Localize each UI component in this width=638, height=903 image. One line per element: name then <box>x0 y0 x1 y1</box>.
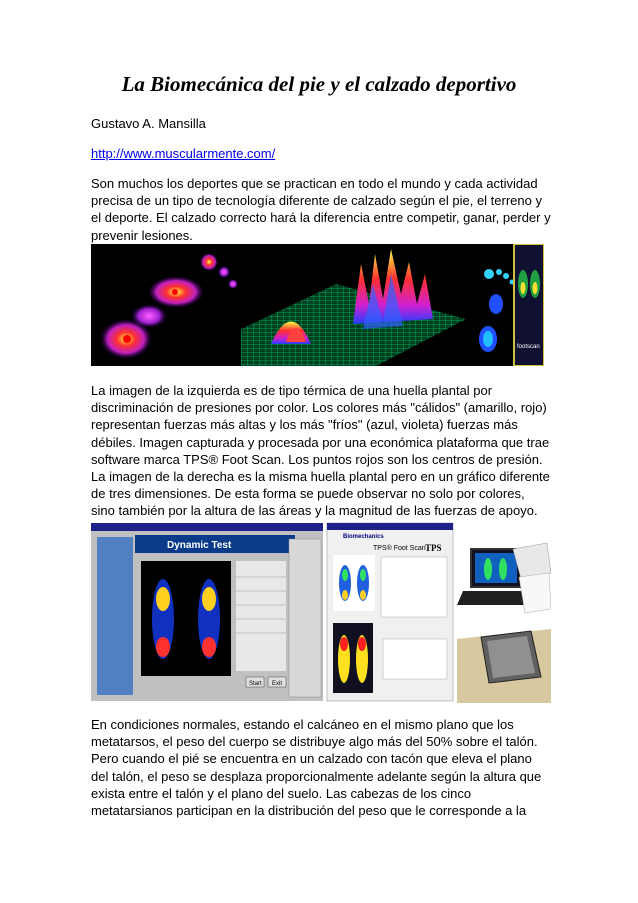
thermal-image-paragraph: La imagen de la izquierda es de tipo térmica de una huella plantal por discriminación de presiones por color. Los colores más "cálidos" (amarillo, rojo) representan fuerzas más altas y los más "fríos" (azul, violeta) fuerzas más débiles. Imagen capturada y procesada por una económica plataforma que trae software marca TPS® Foot Scan. Los puntos rojos son los centros de presión. La imagen de la derecha es la misma huella plantal pero en un gráfico diferente de tres dimensiones. De esta forma se puede observar no solo por colores, sino también por la altura de las áreas y la magnitud de las fuerzas de apoyo. <box>91 383 550 519</box>
dynamic-test-window <box>91 523 323 701</box>
tps-footscan-title: TPS® Foot Scan <box>373 545 426 552</box>
source-link[interactable]: http://www.muscularmente.com/ <box>91 146 276 161</box>
exit-label: Exit <box>272 681 283 687</box>
document-title: La Biomecánica del pie y el calzado deportivo <box>121 72 517 96</box>
pressure-3d-plot <box>241 249 466 366</box>
author-name: Gustavo A. Mansilla <box>91 116 206 131</box>
laptop-scanner-photo <box>457 523 551 703</box>
weight-distribution-paragraph: En condiciones normales, estando el calcáneo en el mismo plano que los metatarsos, el peso del cuerpo se distribuye algo más del 50% sobre el talón. Pero cuando el pié se encuentra en un calzado con tacón que eleva el plano del talón, el peso se desplaza proporcionalmente adelante según la altura que exista entre el talón y el plano del suelo. Las cabezas de los cinco metatarsianos participan en la distribución del peso que le corresponde a la <box>91 717 542 819</box>
pressure-images-figure <box>91 244 544 366</box>
footscan-software-figure <box>91 519 551 703</box>
thermal-footprint <box>100 253 238 359</box>
footscan-panel <box>514 244 544 366</box>
footscan-label: footscan <box>517 344 540 350</box>
intro-paragraph: Son muchos los deportes que se practican en todo el mundo y cada actividad precisa de un tipo de tecnología diferente de calzado según el pie, el terreno y el deporte. El calzado correcto hará la diferencia entre competir, ganar, perder y prevenir lesiones. <box>91 176 551 243</box>
footprint-dots <box>479 269 515 352</box>
biomechanics-title: Biomechanics <box>343 534 384 540</box>
start-label: Start <box>249 681 262 687</box>
biomechanics-window <box>327 523 453 701</box>
tps-logo: TPS <box>425 543 442 553</box>
dynamic-test-title: Dynamic Test <box>167 540 232 551</box>
